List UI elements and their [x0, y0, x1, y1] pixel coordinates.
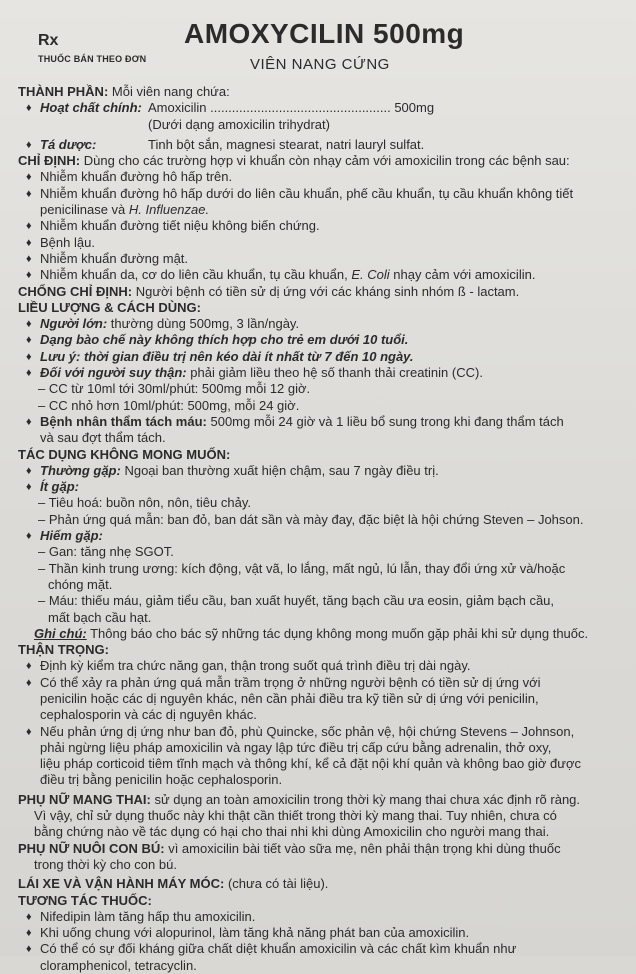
pregnancy-line2: Vì vậy, chỉ sử dụng thuốc này khi thật cần thiết trong thời kỳ mang thai. Tuy nhiên, chưa có: [34, 808, 557, 824]
precaution-2-line3: cephalosporin và các dị nguyên khác.: [40, 707, 257, 723]
indication-item: ♦ Nhiễm khuẩn da, cơ do liên cầu khuẩn, tụ cầu khuẩn, E. Coli nhạy cảm với amoxicilin.: [18, 267, 624, 283]
dosage-form-note: ♦ Dạng bào chế này không thích hợp cho trẻ em dưới 10 tuổi.: [18, 332, 624, 348]
interaction-1: ♦ Nifedipin làm tăng hấp thu amoxicilin.: [18, 909, 624, 925]
adverse-rare-2-cont: chóng mặt.: [48, 576, 113, 592]
composition-intro: Mỗi viên nang chứa:: [111, 84, 230, 99]
leaflet-header: [18, 14, 624, 84]
dosage-dialysis: ♦ Bệnh nhân thẩm tách máu: 500mg mỗi 24 giờ và 1 liều bổ sung trong khi đang thẩm tách: [18, 414, 624, 430]
adverse-uncommon-2: – Phản ứng quá mẫn: ban đỏ, ban dát sần và mày đay, đặc biệt là hội chứng Steven – Johson.: [38, 511, 584, 527]
leaflet-body: [18, 84, 624, 974]
precaution-3-line2: phải ngừng liệu pháp amoxicilin và ngay lập tức điều trị cấp cứu bằng adrenalin, thở oxy,: [40, 739, 552, 755]
precautions-heading: THẬN TRỌNG:: [18, 642, 109, 658]
interaction-3: ♦ Có thể có sự đối kháng giữa chất diệt khuẩn amoxicilin và các chất kìm khuẩn như: [18, 941, 624, 957]
precaution-2: ♦ Có thể xảy ra phản ứng quá mẫn trầm trọng ở những người bệnh có tiền sử dị ứng với: [18, 675, 624, 691]
pregnancy-heading: PHỤ NỮ MANG THAI:: [18, 791, 151, 807]
precaution-2-line2: penicilin hoặc các dị nguyên khác, nên cần phải điều tra kỹ tiền sử dị ứng với penicilin,: [40, 690, 539, 706]
prescription-only-label: THUỐC BÁN THEO ĐƠN: [38, 54, 147, 64]
product-title: AMOXYCILIN 500mg: [184, 18, 465, 49]
interactions-section: [18, 893, 624, 974]
interaction-3-line2: cloramphenicol, tetracyclin.: [40, 957, 197, 973]
precaution-3-line4: điều trị bằng penicilin hoặc cephalosporin.: [40, 772, 283, 788]
dosage-section: [18, 300, 624, 447]
adverse-uncommon-label: ♦ Ít gặp:: [18, 479, 624, 495]
indication-item: ♦ Nhiễm khuẩn đường hô hấp dưới do liên cầu khuẩn, phế cầu khuẩn, tụ cầu khuẩn không tiết: [18, 186, 624, 202]
excipients: ♦ Tá dược: Tinh bột sắn, magnesi stearat, natri lauryl sulfat.: [18, 137, 624, 153]
precaution-1: ♦ Định kỳ kiểm tra chức năng gan, thận trong suốt quá trình điều trị dài ngày.: [18, 658, 624, 674]
indication-item: ♦ Bệnh lậu.: [18, 235, 624, 251]
contraindications-section: CHỐNG CHỈ ĐỊNH: Người bệnh có tiền sử dị ứng với các kháng sinh nhóm ß - lactam.: [18, 283, 520, 299]
composition-section: [18, 84, 624, 153]
dosage-adult: ♦ Người lớn: thường dùng 500mg, 3 lần/ngày.: [18, 316, 624, 332]
indication-item: ♦ Nhiễm khuẩn đường hô hấp trên.: [18, 169, 624, 185]
lactation-section: PHỤ NỮ NUÔI CON BÚ: vì amoxicilin bài tiết vào sữa mẹ, nên phải thận trọng khi dùng thuốc trong thời kỳ cho con bú.: [18, 841, 624, 874]
adverse-uncommon-1: – Tiêu hoá: buồn nôn, nôn, tiêu chảy.: [38, 495, 251, 511]
precaution-3: ♦ Nếu phản ứng dị ứng như ban đỏ, phù Quincke, sốc phản vệ, hội chứng Stevens – Johnson,: [18, 724, 624, 740]
adverse-rare-label: ♦ Hiếm gặp:: [18, 528, 624, 544]
driving-heading: LÁI XE VÀ VẬN HÀNH MÁY MÓC:: [18, 876, 225, 892]
lactation-heading: PHỤ NỮ NUÔI CON BÚ:: [18, 840, 165, 856]
lactation-line2: trong thời kỳ cho con bú.: [34, 856, 177, 872]
precautions-section: [18, 642, 624, 789]
adverse-heading: TÁC DỤNG KHÔNG MONG MUỐN:: [18, 446, 231, 462]
contra-heading: CHỐNG CHỈ ĐỊNH:: [18, 283, 133, 299]
dosage-cc1: – CC từ 10ml tới 30ml/phút: 500mg mỗi 12 giờ.: [38, 381, 311, 397]
dosage-caution: ♦ Lưu ý: thời gian điều trị nên kéo dài ít nhất từ 7 đến 10 ngày.: [18, 349, 624, 365]
active-ingredient: ♦ Hoạt chất chính: Amoxicilin .................................................. 500mg: [18, 100, 624, 116]
pregnancy-section: PHỤ NỮ MANG THAI: sử dụng an toàn amoxicilin trong thời kỳ mang thai chưa xác định rõ ràng. Vì vậy, chỉ sử dụng thuốc này khi thật cần thiết trong thời kỳ mang thai. Tuy nhiên, chưa có bằng chứng nào về tác dụng có hại cho thai nhi khi dùng Amoxicilin cho người mang thai.: [18, 792, 624, 841]
adverse-common: ♦ Thường gặp: Ngoại ban thường xuất hiện chậm, sau 7 ngày điều trị.: [18, 463, 624, 479]
indications-section: CHỈ ĐỊNH: Dùng cho các trường hợp vi khuẩn còn nhạy cảm với amoxicilin trong các bệnh sau: ♦ Nhiễm khuẩn đường hô hấp trên. ♦ Nhiễm khuẩn đường hô hấp dưới do liên cầu khuẩn, phế cầu khuẩn, tụ cầu khuẩn không tiết penicilinase và H. Influenzae. ♦ Nhiễm khuẩn đường tiết niệu không biến chứng. ♦ Bệnh lậu. ♦ Nhiễm khuẩn đường mật. ♦ Nhiễm khuẩn da, cơ do liên cầu khuẩn, tụ cầu khuẩn, E. Coli nhạy cảm với amoxicilin.: [18, 153, 624, 283]
composition-heading: THÀNH PHẦN:: [18, 84, 109, 99]
dosage-heading: LIỀU LƯỢNG & CÁCH DÙNG:: [18, 299, 201, 315]
dosage-renal: ♦ Đối với người suy thận: phải giảm liều theo hệ số thanh thải creatinin (CC).: [18, 365, 624, 381]
adverse-rare-3: – Máu: thiếu máu, giảm tiểu cầu, ban xuất huyết, tăng bạch cầu ưa eosin, giảm bạch cầu,: [38, 593, 555, 609]
precaution-3-line3: liệu pháp corticoid tiêm tĩnh mạch và thông khí, kể cả đặt nội khí quản và không bao giờ được: [40, 756, 582, 772]
pregnancy-line3: bằng chứng nào về tác dụng có hại cho thai nhi khi dùng Amoxicilin cho người mang thai.: [34, 824, 550, 840]
indication-item: ♦ Nhiễm khuẩn đường mật.: [18, 251, 624, 267]
dosage-form: VIÊN NANG CỨNG: [250, 56, 390, 73]
rx-mark: Rx: [38, 32, 59, 49]
indication-item-cont: penicilinase và H. Influenzae.: [40, 202, 210, 218]
adverse-section: [18, 447, 624, 643]
adverse-rare-2: – Thần kinh trung ương: kích động, vật vã, lo lắng, mất ngủ, lú lẫn, thay đổi ứng xử và/hoặc: [38, 560, 566, 576]
indications-heading: CHỈ ĐỊNH:: [18, 153, 81, 169]
dosage-dialysis-cont: và sau đợt thẩm tách.: [40, 430, 166, 446]
dosage-cc2: – CC nhỏ hơn 10ml/phút: 500mg, mỗi 24 giờ.: [38, 397, 300, 413]
adverse-rare-3-cont: mất bạch cầu hạt.: [48, 609, 152, 625]
interaction-2: ♦ Khi uống chung với alopurinol, làm tăng khả năng phát ban của amoxicilin.: [18, 925, 624, 941]
active-note: (Dưới dạng amoxicilin trihydrat): [148, 116, 330, 132]
interactions-heading: TƯƠNG TÁC THUỐC:: [18, 892, 152, 908]
driving-section: LÁI XE VÀ VẬN HÀNH MÁY MÓC: (chưa có tài liệu).: [18, 876, 329, 892]
adverse-rare-1: – Gan: tăng nhẹ SGOT.: [38, 544, 174, 560]
adverse-note: Ghi chú: Thông báo cho bác sỹ những tác dụng không mong muốn gặp phải khi sử dụng thuốc.: [34, 625, 589, 641]
indication-item: ♦ Nhiễm khuẩn đường tiết niệu không biến chứng.: [18, 218, 624, 234]
